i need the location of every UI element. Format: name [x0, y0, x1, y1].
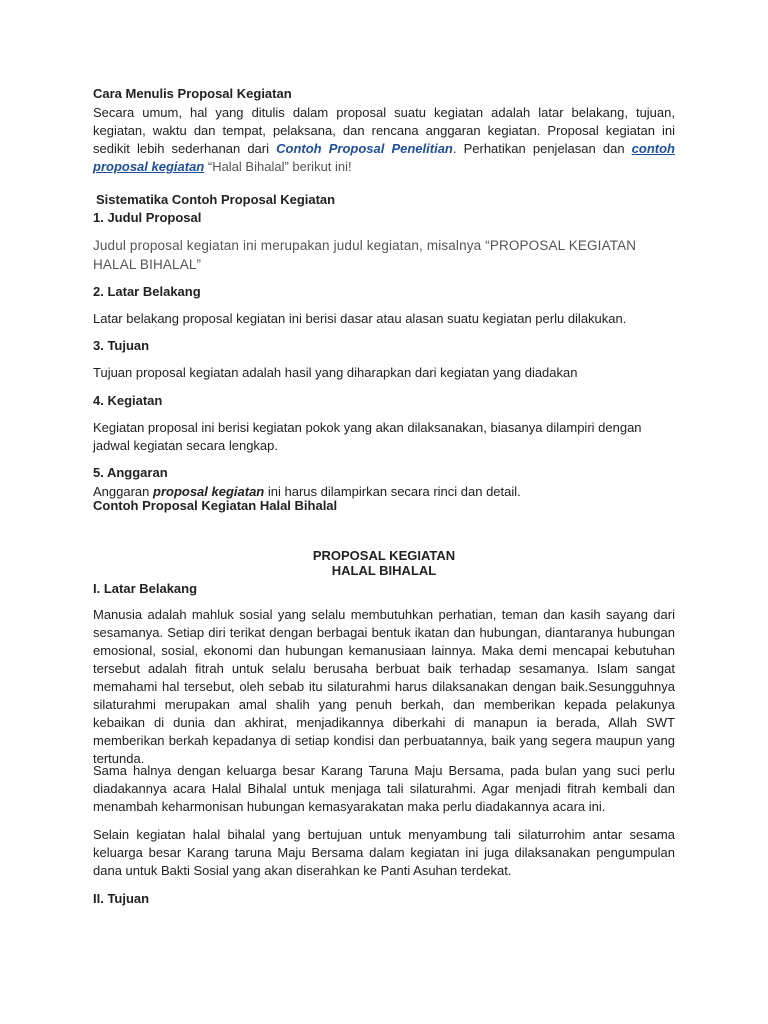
contoh-heading: Contoh Proposal Kegiatan Halal Bihalal — [93, 498, 338, 513]
proposal-title-line-1: PROPOSAL KEGIATAN — [312, 548, 456, 563]
latar-belakang-paragraph-1: Manusia adalah mahluk sosial yang selalu membutuhkan perhatian, teman dan kasih sayang dari sesamanya. Setiap diri terikat dengan berbagai bentuk ikatan dan hubungan, diantaranya hubungan emosional, sosial, ekonomi dan hubungan kemanusiaan lainnya. Maka demi mencapai kebutuhan tersebut adalah fitrah untuk selalu berusaha berbuat baik terhadap sesamanya. Islam sangat memahami hal tersebut, oleh sebab itu silaturahmi harus dilaksanakan dengan baik.Sesungguhnya silaturahmi merupakan amal shalih yang penuh berkah, dan memberikan kepada pelakunya kebaikan di dunia dan akhirat, menjadikannya diberkahi di manapun ia berada, Allah SWT memberikan berkah kepadanya di setiap kondisi dan perbuatannya, baik yang segera maupun yang tertunda. — [93, 607, 675, 766]
item-2-title: 2. Latar Belakang — [93, 284, 201, 299]
cara-text-2: . Perhatikan penjelasan dan — [452, 141, 632, 156]
latar-belakang-paragraph-2: Sama halnya dengan keluarga besar Karang Taruna Maju Bersama, pada bulan yang suci perlu diadakannya acara Halal Bihalal untuk menjaga tali silaturahmi. Agar menjadi fitrah kembali dan menambah keharmonisan hubungan kemasyarakatan maka perlu diadakannya acara ini. — [93, 763, 675, 814]
item-1-title: 1. Judul Proposal — [93, 210, 202, 225]
item-3-text: Tujuan proposal kegiatan adalah hasil yang diharapkan dari kegiatan yang diadakan — [93, 365, 578, 380]
link-contoh-proposal-kegiatan[interactable]: contoh proposal kegiatan — [93, 141, 675, 174]
section-latar-belakang: I. Latar Belakang — [93, 581, 198, 596]
cara-heading: Cara Menulis Proposal Kegiatan — [93, 86, 292, 101]
cara-text-1: Secara umum, hal yang ditulis dalam proposal suatu kegiatan adalah latar belakang, tujuan, kegiatan, waktu dan tempat, pelaksana, dan rencana anggaran kegiatan. Proposal kegiatan ini sedikit lebih sederhanan dari — [93, 105, 675, 156]
item-4-text: Kegiatan proposal ini berisi kegiatan pokok yang akan dilaksanakan, biasanya dilampiri dengan jadwal kegiatan secara lengkap. — [93, 420, 642, 453]
latar-belakang-paragraph-3: Selain kegiatan halal bihalal yang bertujuan untuk menyambung tali silaturrohim antar sesama keluarga besar Karang taruna Maju Bersama dalam kegiatan ini juga dilaksanakan pengumpulan dana untuk Bakti Sosial yang akan diserahkan ke Panti Asuhan terdekat. — [93, 827, 675, 878]
sistematika-heading: Sistematika Contoh Proposal Kegiatan — [96, 192, 336, 207]
link-contoh-proposal-penelitian[interactable]: Contoh Proposal Penelitian — [276, 141, 453, 156]
item-2-text: Latar belakang proposal kegiatan ini berisi dasar atau alasan suatu kegiatan perlu dilakukan. — [93, 311, 627, 326]
section-tujuan: II. Tujuan — [93, 891, 150, 906]
item-1-text: Judul proposal kegiatan ini merupakan judul kegiatan, misalnya “PROPOSAL KEGIATAN HALAL BIHALAL” — [93, 238, 637, 272]
proposal-title-line-2: HALAL BIHALAL — [331, 563, 437, 578]
cara-text-3: “Halal Bihalal” berikut ini! — [204, 159, 352, 174]
item-5-text-pre: Anggaran — [93, 484, 153, 499]
item-5-text-em: proposal kegiatan — [153, 484, 265, 499]
item-5-title: 5. Anggaran — [93, 465, 168, 480]
item-5-text-post: ini harus dilampirkan secara rinci dan detail. — [264, 484, 521, 499]
item-4-title: 4. Kegiatan — [93, 393, 163, 408]
item-3-title: 3. Tujuan — [93, 338, 150, 353]
cara-paragraph — [93, 104, 675, 176]
